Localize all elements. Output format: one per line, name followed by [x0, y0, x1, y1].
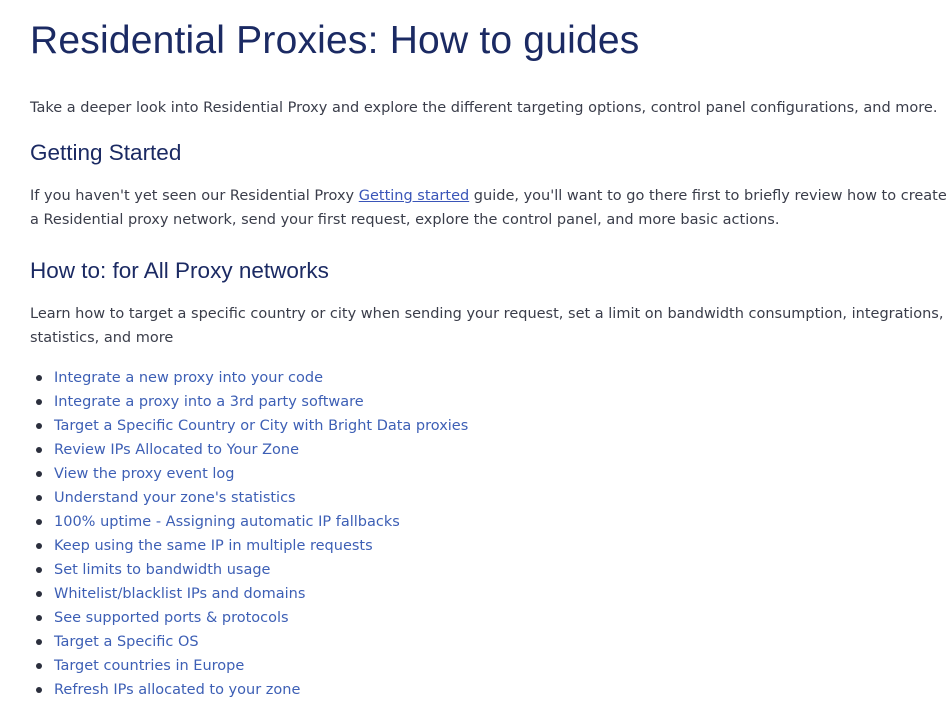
bullet-icon: [36, 663, 42, 669]
guide-link[interactable]: Integrate a new proxy into your code: [54, 370, 324, 386]
guide-link[interactable]: 100% uptime - Assigning automatic IP fallbacks: [54, 514, 400, 530]
getting-started-text-after: guide, you'll want to go there first to briefly review how to create a Residential proxy network, send your first request, explore the control panel, and more basic actions.: [30, 188, 947, 228]
getting-started-paragraph: [30, 184, 948, 232]
bullet-icon: [36, 447, 42, 453]
list-item: [30, 438, 948, 462]
bullet-icon: [36, 591, 42, 597]
list-item: [30, 558, 948, 582]
how-to-description: Learn how to target a specific country or city when sending your request, set a limit on bandwidth consumption, integrations, statistics, and more: [30, 306, 944, 346]
bullet-icon: [36, 567, 42, 573]
guide-link[interactable]: Target countries in Europe: [54, 658, 245, 674]
list-item: [30, 510, 948, 534]
guide-link[interactable]: Understand your zone's statistics: [54, 490, 296, 506]
getting-started-heading: Getting Started: [30, 140, 182, 165]
bullet-icon: [36, 687, 42, 693]
guide-link[interactable]: Target a Specific OS: [54, 634, 199, 650]
guide-link[interactable]: Whitelist/blacklist IPs and domains: [54, 586, 306, 602]
bullet-icon: [36, 399, 42, 405]
page-intro: Take a deeper look into Residential Proxy and explore the different targeting options, control panel configurations, and more.: [30, 100, 938, 116]
list-item: [30, 630, 948, 654]
bullet-icon: [36, 543, 42, 549]
list-item: [30, 390, 948, 414]
bullet-icon: [36, 615, 42, 621]
bullet-icon: [36, 495, 42, 501]
guide-link[interactable]: Integrate a proxy into a 3rd party software: [54, 394, 364, 410]
list-item: [30, 486, 948, 510]
guide-link[interactable]: See supported ports & protocols: [54, 610, 289, 626]
how-to-guide-list: [30, 366, 948, 702]
guide-link[interactable]: Target a Specific Country or City with Bright Data proxies: [54, 418, 469, 434]
bullet-icon: [36, 375, 42, 381]
list-item: [30, 582, 948, 606]
bullet-icon: [36, 471, 42, 477]
bullet-icon: [36, 519, 42, 525]
getting-started-link[interactable]: Getting started: [358, 188, 470, 204]
getting-started-text-before: If you haven't yet seen our Residential Proxy: [30, 188, 359, 204]
how-to-heading: How to: for All Proxy networks: [30, 258, 329, 283]
guide-link[interactable]: Refresh IPs allocated to your zone: [54, 682, 301, 698]
list-item: [30, 654, 948, 678]
list-item: [30, 462, 948, 486]
list-item: [30, 366, 948, 390]
guide-link[interactable]: View the proxy event log: [54, 466, 235, 482]
guide-link[interactable]: Set limits to bandwidth usage: [54, 562, 271, 578]
bullet-icon: [36, 423, 42, 429]
list-item: [30, 678, 948, 702]
bullet-icon: [36, 639, 42, 645]
list-item: [30, 414, 948, 438]
list-item: [30, 606, 948, 630]
guide-link[interactable]: Keep using the same IP in multiple requests: [54, 538, 373, 554]
page-title: Residential Proxies: How to guides: [30, 19, 640, 62]
guide-link[interactable]: Review IPs Allocated to Your Zone: [54, 442, 300, 458]
list-item: [30, 534, 948, 558]
